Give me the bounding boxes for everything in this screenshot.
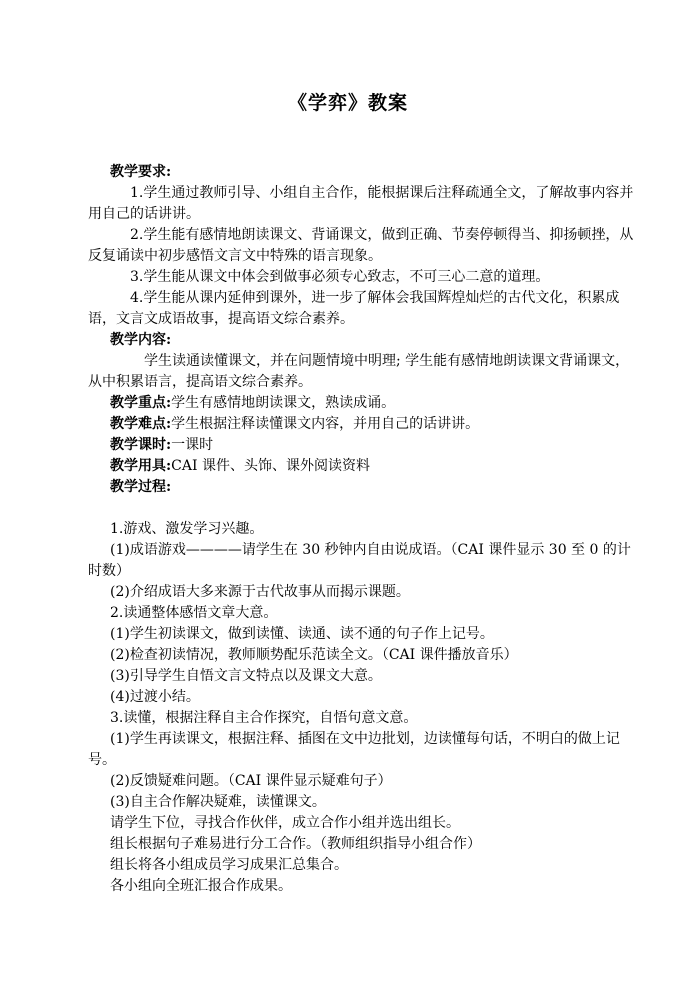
- process-step-3: 3.读懂，根据注释自主合作探究，自悟句意文意。: [110, 710, 418, 726]
- requirement-item-2: 2.学生能有感情地朗读课文、背诵课文，做到正确、节奏停顿得当、抑扬顿挫，从反复诵读中初步感悟文言文中特殊的语言现象。: [88, 227, 634, 264]
- process-substep-2: 组长根据句子难易进行分工合作。（教师组织指导小组合作）: [110, 836, 481, 852]
- class-hours-label: 教学课时:: [110, 437, 172, 453]
- process-step-2-2: (2)检查初读情况，教师顺势配乐范读全文。（CAI 课件播放音乐）: [110, 647, 518, 663]
- key-points-row: [88, 393, 636, 414]
- process-step-3-3: (3)自主合作解决疑难，读懂课文。: [110, 794, 326, 810]
- key-points-text: 学生有感情地朗读课文，熟读成诵。: [171, 395, 396, 411]
- difficult-points-label: 教学难点:: [110, 416, 172, 432]
- difficult-points-text: 学生根据注释读懂课文内容，并用自己的话讲讲。: [171, 416, 480, 432]
- content-heading: 教学内容:: [110, 332, 172, 348]
- process-substep-4: 各小组向全班汇报合作成果。: [110, 878, 292, 894]
- teaching-tools-row: [88, 456, 636, 477]
- process-step-2-1: (1)学生初读课文，做到读懂、读通、读不通的句子作上记号。: [110, 626, 494, 642]
- document-body: [88, 162, 636, 897]
- process-step-1: 1.游戏、激发学习兴趣。: [110, 521, 264, 537]
- teaching-tools-label: 教学用具:: [110, 458, 172, 474]
- spacer: [88, 498, 636, 519]
- class-hours-text: 一课时: [171, 437, 214, 453]
- content-paragraph: 学生读通读懂课文，并在问题情境中明理; 学生能有感情地朗读课文背诵课文，从中积累语言，提高语文综合素养。: [88, 353, 630, 390]
- process-substep-1: 请学生下位，寻找合作伙伴，成立合作小组并选出组长。: [110, 815, 460, 831]
- process-step-2-4: (4)过渡小结。: [110, 689, 200, 705]
- process-step-3-2: (2)反馈疑难问题。（CAI 课件显示疑难句子）: [110, 773, 392, 789]
- process-step-2-3: (3)引导学生自悟文言文特点以及课文大意。: [110, 668, 382, 684]
- difficult-points-row: [88, 414, 636, 435]
- requirement-item-1: 1.学生通过教师引导、小组自主合作，能根据课后注释疏通全文，了解故事内容并用自己的话讲讲。: [88, 185, 634, 222]
- process-substep-3: 组长将各小组成员学习成果汇总集合。: [110, 857, 348, 873]
- document-title: 《学弈》教案: [287, 92, 408, 114]
- requirement-item-3: 3.学生能从课文中体会到做事必须专心致志，不可三心二意的道理。: [130, 269, 550, 285]
- process-step-3-1: (1)学生再读课文，根据注释、插图在文中边批划，边读懂每句话，不明白的做上记号。: [88, 731, 620, 768]
- process-heading: 教学过程:: [110, 479, 172, 495]
- key-points-label: 教学重点:: [110, 395, 172, 411]
- requirements-heading: 教学要求:: [110, 164, 172, 180]
- process-step-1-1: (1)成语游戏————请学生在 30 秒钟内自由说成语。（CAI 课件显示 30 至 0 的计时数）: [88, 542, 631, 579]
- teaching-tools-text: CAI 课件、头饰、课外阅读资料: [171, 458, 370, 474]
- process-step-1-2: (2)介绍成语大多来源于古代故事从而揭示课题。: [110, 584, 410, 600]
- process-step-2: 2.读通整体感悟文章大意。: [110, 605, 278, 621]
- class-hours-row: [88, 435, 636, 456]
- requirement-item-4: 4.学生能从课内延伸到课外，进一步了解体会我国辉煌灿烂的古代文化，积累成语，文言文成语故事，提高语文综合素养。: [88, 290, 620, 327]
